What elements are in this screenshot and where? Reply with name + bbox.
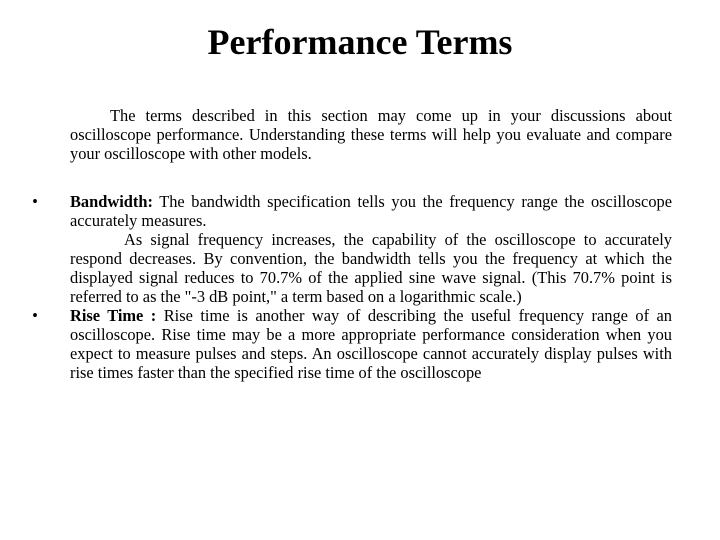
rise-time-text: Rise time is another way of describing the useful frequency range of an oscilloscope. Rise time may be a more appropriate performance consideration when you expect to measure pulses and steps. An oscilloscope cannot accurately display pulses with rise times faster than the specified rise time of the oscilloscope bbox=[70, 306, 673, 382]
bullet-icon: • bbox=[32, 192, 38, 211]
bullet-item-rise-time bbox=[28, 306, 672, 382]
bullet-item-bandwidth bbox=[28, 192, 672, 306]
intro-paragraph: The terms described in this section may come up in your discussions about oscilloscope performance. Understanding these terms will help you evaluate and compare your oscilloscope with other models. bbox=[70, 106, 672, 163]
page-title: Performance Terms bbox=[207, 22, 513, 62]
rise-time-term: Rise Time : bbox=[70, 306, 157, 325]
bullet-icon: • bbox=[32, 306, 38, 325]
rise-time-paragraph bbox=[70, 306, 672, 382]
bandwidth-text: The bandwidth specification tells you the frequency range the oscilloscope accurately measures. bbox=[70, 192, 672, 230]
bandwidth-term: Bandwidth: bbox=[70, 192, 153, 211]
bandwidth-paragraph bbox=[70, 192, 672, 230]
bandwidth-continuation: As signal frequency increases, the capability of the oscilloscope to accurately respond decreases. By convention, the bandwidth tells you the frequency at which the displayed signal reduces to 70.7% of the applied sine wave signal. (This 70.7% point is referred to as the "-3 dB point," a term based on a logarithmic scale.) bbox=[70, 230, 672, 306]
bullet-list bbox=[28, 192, 672, 382]
